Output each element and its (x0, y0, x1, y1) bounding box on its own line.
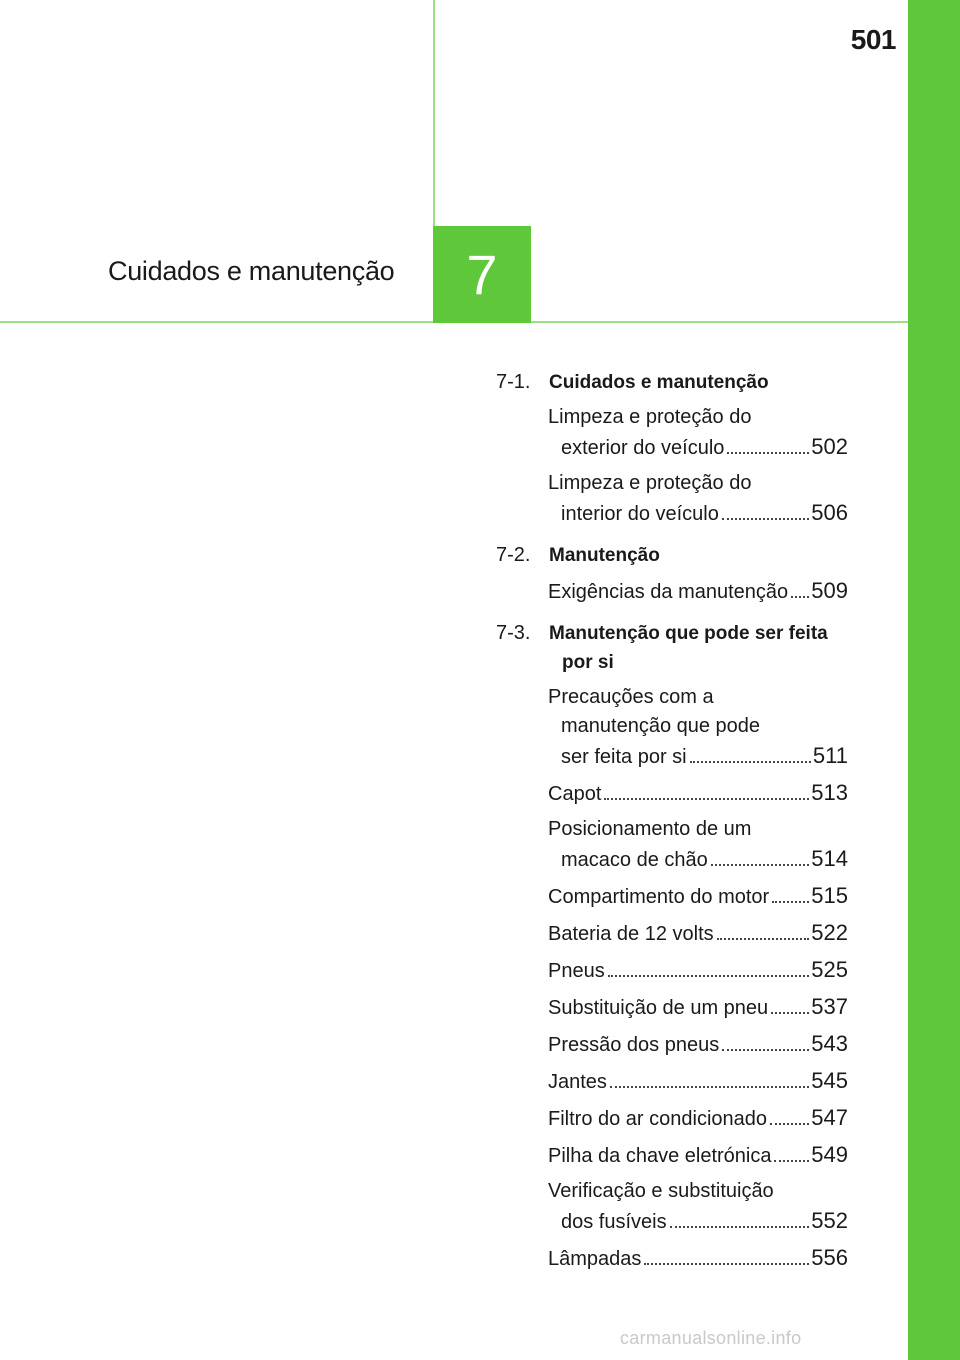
toc-entry[interactable] (548, 1029, 848, 1060)
entry-page-number: 537 (811, 994, 848, 1019)
entry-text-line: Posicionamento de um (548, 818, 752, 840)
dot-leader (711, 864, 810, 866)
entry-text-line: Precauções com a (548, 686, 714, 708)
section-heading (496, 541, 848, 570)
toc-section (496, 619, 848, 1274)
toc-entry[interactable] (548, 778, 848, 809)
entry-page-number: 543 (811, 1031, 848, 1056)
dot-leader (771, 1012, 809, 1014)
dot-leader (727, 452, 809, 454)
toc-entry[interactable] (548, 992, 848, 1023)
entry-text-line: Jantes (548, 1071, 607, 1093)
toc-entry[interactable] (548, 1103, 848, 1134)
entry-text-line: Pilha da chave eletrónica (548, 1145, 772, 1167)
dot-leader (722, 1049, 809, 1051)
page-number: 501 (850, 24, 896, 55)
entry-page-number: 506 (811, 500, 848, 525)
section-heading (496, 368, 848, 397)
entry-page-number: 547 (811, 1105, 848, 1130)
entry-text-line: Compartimento do motor (548, 886, 770, 908)
toc-section (496, 368, 848, 529)
toc-entry[interactable] (548, 469, 848, 529)
entry-page-number: 556 (811, 1245, 848, 1270)
toc-entry[interactable] (548, 683, 848, 772)
dot-leader (717, 938, 810, 940)
dot-leader (791, 596, 809, 598)
section-number: 7-1. (496, 371, 531, 393)
section-title-line: Manutenção que pode ser feita (549, 623, 828, 644)
section-number: 7-2. (496, 544, 531, 566)
entry-text-line: ser feita por si (561, 746, 687, 768)
toc-entry[interactable] (548, 1140, 848, 1171)
dot-leader (604, 798, 809, 800)
dot-leader (608, 975, 810, 977)
dot-leader (690, 761, 811, 763)
toc-entry[interactable] (548, 576, 848, 607)
section-title-line: Manutenção (549, 545, 660, 566)
entry-text-line: Verificação e substituição (548, 1180, 774, 1202)
entry-text-line: Pneus (548, 960, 605, 982)
entry-page-number: 552 (811, 1208, 848, 1233)
toc-entry[interactable] (548, 815, 848, 875)
chapter-side-tab (908, 0, 960, 1360)
header-vertical-rule (433, 0, 435, 226)
section-title-line: Cuidados e manutenção (549, 372, 769, 393)
entry-page-number: 502 (811, 434, 848, 459)
entry-text-line: manutenção que pode (561, 715, 761, 737)
entry-text-line: dos fusíveis (561, 1211, 667, 1233)
entry-page-number: 549 (811, 1142, 848, 1167)
entry-text-line: macaco de chão (561, 849, 708, 871)
dot-leader (772, 901, 809, 903)
entry-page-number: 522 (811, 920, 848, 945)
entry-text-line: Limpeza e proteção do (548, 406, 752, 428)
dot-leader (722, 518, 809, 520)
entry-page-number: 509 (811, 578, 848, 603)
dot-leader (610, 1086, 809, 1088)
toc-section (496, 541, 848, 607)
entry-text-line: exterior do veículo (561, 437, 725, 459)
chapter-number-box: 7 (433, 226, 531, 323)
dot-leader (774, 1160, 809, 1162)
toc-entry[interactable] (548, 881, 848, 912)
dot-leader (670, 1226, 810, 1228)
entry-text-line: Substituição de um pneu (548, 997, 769, 1019)
dot-leader (770, 1123, 809, 1125)
table-of-contents (496, 368, 848, 1286)
entry-text-line: Pressão dos pneus (548, 1034, 720, 1056)
entry-page-number: 513 (811, 780, 848, 805)
section-title-line: por si (562, 652, 614, 673)
toc-entry[interactable] (548, 955, 848, 986)
entry-page-number: 525 (811, 957, 848, 982)
entry-text-line: Lâmpadas (548, 1248, 642, 1270)
entry-page-number: 514 (811, 846, 848, 871)
toc-entry[interactable] (548, 1066, 848, 1097)
watermark: carmanualsonline.info (620, 1328, 802, 1348)
toc-entry[interactable] (548, 403, 848, 463)
toc-entry[interactable] (548, 1177, 848, 1237)
toc-entry[interactable] (548, 918, 848, 949)
entry-text-line: Limpeza e proteção do (548, 472, 752, 494)
entry-text-line: Capot (548, 783, 602, 805)
section-number: 7-3. (496, 622, 531, 644)
section-heading (496, 619, 848, 677)
entry-text-line: interior do veículo (561, 503, 719, 525)
entry-text-line: Bateria de 12 volts (548, 923, 714, 945)
toc-entry[interactable] (548, 1243, 848, 1274)
entry-text-line: Filtro do ar condicionado (548, 1108, 768, 1130)
entry-page-number: 545 (811, 1068, 848, 1093)
entry-text-line: Exigências da manutenção (548, 581, 789, 603)
entry-page-number: 511 (812, 743, 848, 768)
chapter-title: Cuidados e manutenção (108, 256, 395, 286)
entry-page-number: 515 (811, 883, 848, 908)
dot-leader (644, 1263, 809, 1265)
